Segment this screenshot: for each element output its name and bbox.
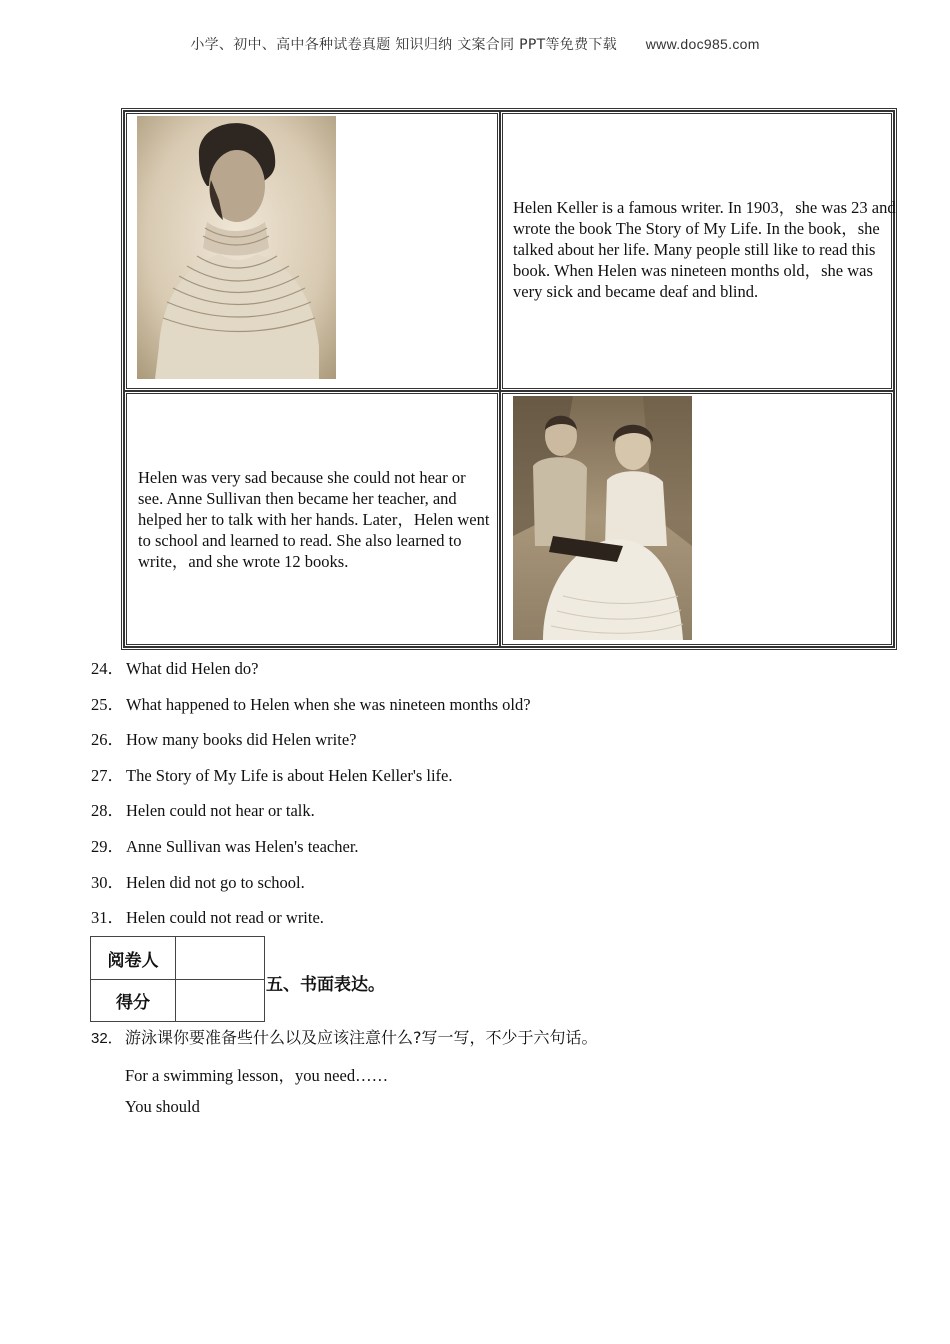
page-header [0, 34, 950, 54]
question-text: Anne Sullivan was Helen's teacher. [126, 837, 359, 856]
question-text: The Story of My Life is about Helen Keller's life. [126, 766, 453, 785]
helen-portrait-photo [137, 116, 336, 379]
reading-passage-table [121, 108, 897, 650]
question-31 [91, 904, 324, 928]
score-label: 得分 [91, 979, 176, 1021]
question-30 [91, 869, 305, 893]
score-row [91, 979, 264, 1021]
question-text: Helen could not read or write. [126, 908, 324, 927]
header-site: www.doc985.com [645, 36, 760, 52]
question-number: 29． [91, 837, 124, 856]
question-number: 25． [91, 695, 124, 714]
table-cell-photo-portrait [124, 111, 500, 391]
question-number: 27． [91, 766, 124, 785]
table-cell-paragraph-1 [500, 111, 894, 391]
question-number: 31． [91, 908, 124, 927]
grader-row [91, 937, 264, 980]
helen-and-teacher-photo [513, 396, 692, 640]
question-24 [91, 655, 258, 679]
table-cell-paragraph-2 [124, 391, 500, 647]
question-25 [91, 691, 531, 715]
question-text: Helen did not go to school. [126, 873, 305, 892]
question-text: Helen could not hear or talk. [126, 801, 315, 820]
question-number: 24． [91, 659, 124, 678]
question-number: 32． [91, 1030, 123, 1047]
question-text: What did Helen do? [126, 659, 259, 678]
writing-line-2: You should [125, 1097, 200, 1116]
question-text: What happened to Helen when she was nineteen months old? [126, 695, 531, 714]
question-28 [91, 797, 315, 821]
grader-label: 阅卷人 [91, 937, 176, 979]
question-number: 28． [91, 801, 124, 820]
question-26 [91, 726, 357, 750]
section-title: 五、书面表达。 [266, 975, 385, 995]
header-text: 小学、初中、高中各种试卷真题 知识归纳 文案合同 PPT等免费下载 [190, 37, 617, 53]
writing-prompt [91, 1025, 598, 1048]
question-number: 30． [91, 873, 124, 892]
table-cell-photo-two-women [500, 391, 894, 647]
question-number: 26． [91, 730, 124, 749]
question-27 [91, 762, 452, 786]
story-paragraph-1: Helen Keller is a famous writer. In 1903，she was 23 and wrote the book The Story of My Life. In the book，she talked about her life. Many people still like to read this book. When Helen was nineteen months old，she was very sick and became deaf and blind. [513, 198, 896, 301]
writing-prompt-text: 游泳课你要准备些什么以及应该注意什么?写一写，不少于六句话。 [125, 1028, 598, 1047]
question-text: How many books did Helen write? [126, 730, 357, 749]
writing-line-1: For a swimming lesson，you need…… [125, 1066, 389, 1085]
question-29 [91, 833, 359, 857]
story-paragraph-2: Helen was very sad because she could not hear or see. Anne Sullivan then became her teacher, and helped her to talk with her hands. Later，Helen went to school and learned to read. She also learned to write，and she wrote 12 books. [138, 468, 490, 571]
grader-score-box [90, 936, 265, 1022]
